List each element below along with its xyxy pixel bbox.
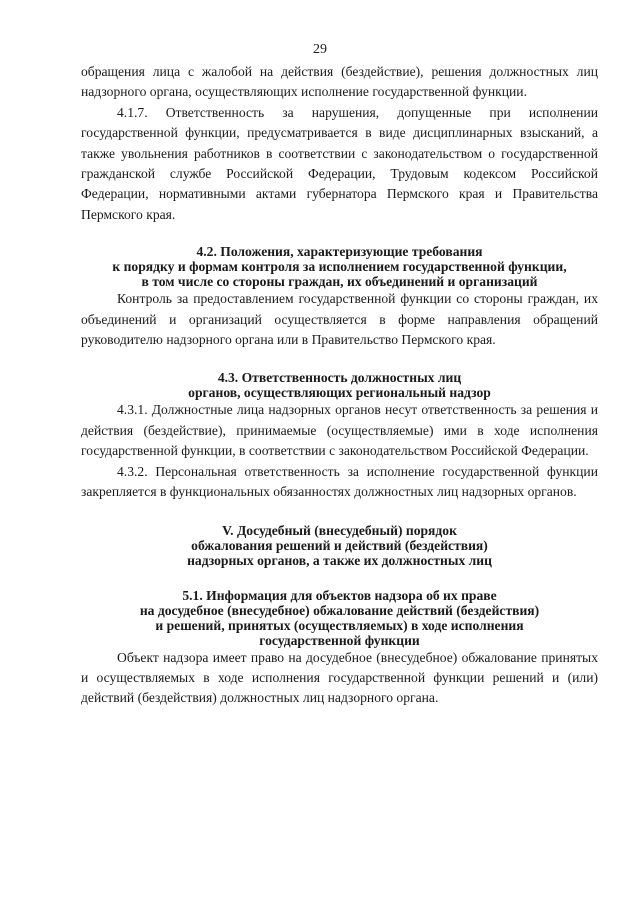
- heading-line: обжалования решений и действий (бездействия): [191, 537, 488, 553]
- heading-line: государственной функции: [259, 632, 420, 648]
- chapter-heading-v: [81, 523, 598, 568]
- heading-line: 4.3. Ответственность должностных лиц: [217, 370, 462, 386]
- heading-line: к порядку и формам контроля за исполнением государственной функции,: [112, 259, 567, 275]
- document-body: [81, 62, 598, 709]
- paragraph-5-1-body: Объект надзора имеет право на досудебное (внесудебное) обжалование принятых и осуществляемых в ходе исполнения государственной функции решений и (или) действий (бездействия) должностных лиц надзорного органа.: [81, 649, 598, 706]
- heading-line: 5.1. Информация для объектов надзора об их праве: [182, 587, 497, 603]
- section-heading-4-2: [81, 244, 598, 289]
- paragraph-4-1-7: 4.1.7. Ответственность за нарушения, допущенные при исполнении государственной функции, предусматривается в виде дисциплинарных взысканий, а также увольнения работников в соответствии с законодательством о государственной гражданской службе Российской Федерации, Трудовым кодексом Российской Федерации, нормативными актами губернатора Пермского края и Правительства Пермского края.: [81, 104, 598, 222]
- section-heading-4-3: [81, 370, 598, 400]
- paragraph-4-3-1: 4.3.1. Должностные лица надзорных органов несут ответственность за решения и действия (бездействие), принимаемые (осуществляемые) ими в ходе исполнения государственной функции, в соответствии с законодательством Российской Федерации.: [81, 402, 598, 459]
- paragraph-4-2-body: Контроль за предоставлением государственной функции со стороны граждан, их объединений и организаций осуществляется в форме направления обращений руководителю надзорного органа или в Правительство Пермского края.: [81, 291, 598, 348]
- heading-line: на досудебное (внесудебное) обжалование действий (бездействия): [139, 602, 540, 618]
- paragraph-4-3-2: 4.3.2. Персональная ответственность за исполнение государственной функции закрепляется в функциональных обязанностях должностных лиц надзорных органов.: [81, 463, 598, 500]
- paragraph-continuation: обращения лица с жалобой на действия (бездействие), решения должностных лиц надзорного органа, осуществляющих исполнение государственной функции.: [81, 64, 598, 100]
- heading-line: в том числе со стороны граждан, их объединений и организаций: [141, 274, 538, 290]
- heading-line: 4.2. Положения, характеризующие требования: [196, 244, 483, 260]
- heading-line: и решений, принятых (осуществляемых) в ходе исполнения: [155, 617, 524, 633]
- heading-line: V. Досудебный (внесудебный) порядок: [222, 522, 457, 538]
- heading-line: органов, осуществляющих региональный надзор: [188, 385, 491, 401]
- page-number: 29: [313, 42, 327, 57]
- section-heading-5-1: [81, 588, 598, 648]
- heading-line: надзорных органов, а также их должностных лиц: [187, 552, 492, 568]
